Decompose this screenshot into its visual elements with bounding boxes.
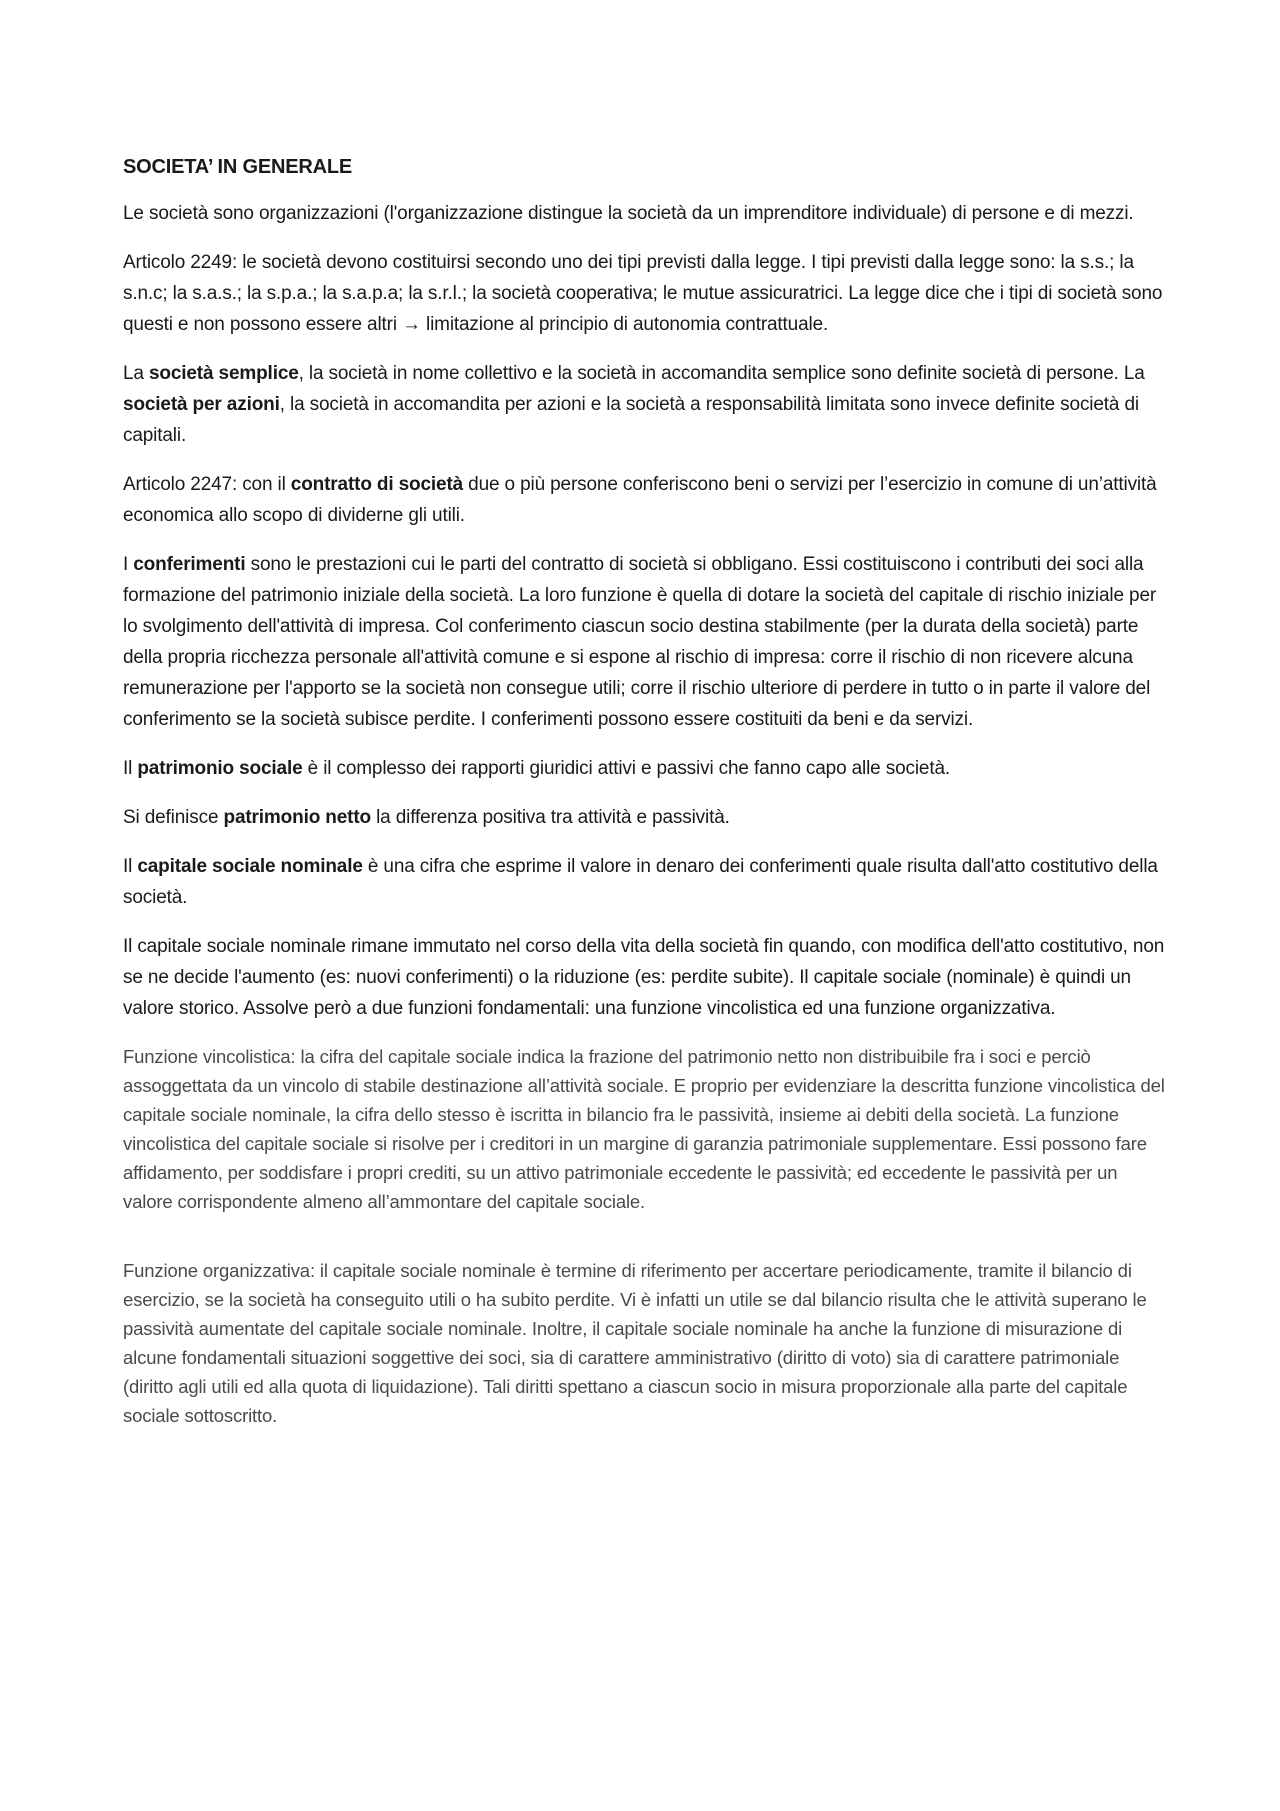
text-run: , la società in nome collettivo e la società in accomandita semplice sono definite società di persone. La	[298, 363, 1145, 384]
text-run: La	[123, 363, 149, 384]
paragraph-patrimonio-sociale	[123, 753, 1168, 784]
text-run: Il	[123, 758, 138, 779]
paragraph-funzione-vincolistica: Funzione vincolistica: la cifra del capitale sociale indica la frazione del patrimonio netto non distribuibile fra i soci e perciò assoggettata da un vincolo di stabile destinazione all’attività sociale. E proprio per evidenziare la descritta funzione vincolistica del capitale sociale nominale, la cifra dello stesso è iscritta in bilancio fra le passività, insieme ai debiti della società. La funzione vincolistica del capitale sociale si risolve per i creditori in un margine di garanzia patrimoniale supplementare. Essi possono fare affidamento, per soddisfare i propri crediti, su un attivo patrimoniale eccedente le passività; ed eccedente le passività per un valore corrispondente almeno all’ammontare del capitale sociale.	[123, 1046, 1165, 1212]
text-run: è il complesso dei rapporti giuridici attivi e passivi che fanno capo alle società.	[302, 758, 950, 779]
term-capitale-sociale-nominale: capitale sociale nominale	[137, 856, 363, 877]
text-run: la differenza positiva tra attività e passività.	[370, 807, 730, 828]
paragraph-funzione-organizzativa: Funzione organizzativa: il capitale sociale nominale è termine di riferimento per accertare periodicamente, tramite il bilancio di esercizio, se la società ha conseguito utili o ha subito perdite. Vi è infatti un utile se dal bilancio risulta che le attività superano le passività aumentate del capitale sociale nominale. Inoltre, il capitale sociale nominale ha anche la funzione di misurazione di alcune fondamentali situazioni soggettive dei soci, sia di carattere amministrativo (diritto di voto) sia di carattere patrimoniale (diritto agli utili ed alla quota di liquidazione). Tali diritti spettano a ciascun socio in misura proporzionale alla parte del capitale sociale sottoscritto.	[123, 1260, 1147, 1426]
text-run: Il	[123, 856, 138, 877]
paragraph-conferimenti	[123, 549, 1168, 735]
paragraph-societa-types	[123, 358, 1168, 451]
term-societa-semplice: società semplice	[148, 363, 299, 384]
paragraph-intro: Le società sono organizzazioni (l'organizzazione distingue la società da un imprenditore individuale) di persone e di mezzi.	[123, 203, 1134, 224]
text-run: , la società in accomandita per azioni e la società a responsabilità limitata sono invece definite società di capitali.	[123, 394, 1139, 446]
term-societa-per-azioni: società per azioni	[123, 394, 280, 415]
paragraph-art-2247	[123, 469, 1168, 531]
text-run: Si definisce	[123, 807, 224, 828]
text-run: è una cifra che esprime il valore in denaro dei conferimenti quale risulta dall'atto costitutivo della società.	[123, 856, 1158, 908]
document-page	[123, 152, 1168, 1448]
term-patrimonio-sociale: patrimonio sociale	[137, 758, 303, 779]
text-run: Articolo 2247: con il	[123, 474, 291, 495]
text-run: sono le prestazioni cui le parti del contratto di società si obbligano. Essi costituiscono i contributi dei soci alla formazione del patrimonio iniziale della società. La loro funzione è quella di dotare la società del capitale di rischio iniziale per lo svolgimento dell'attività di impresa. Col conferimento ciascun socio destina stabilmente (per la durata della società) parte della propria ricchezza personale all'attività comune e si espone al rischio di impresa: corre il rischio di non ricevere alcuna remunerazione per l'apporto se la società non consegue utili; corre il rischio ulteriore di perdere in tutto o in parte il valore del conferimento se la società subisce perdite. I conferimenti possono essere costituiti da beni e da servizi.	[123, 554, 1157, 730]
text-run: due o più persone conferiscono beni o servizi per l’esercizio in comune di un’attività economica allo scopo di dividerne gli utili.	[123, 474, 1157, 526]
paragraph-capitale-immutato: Il capitale sociale nominale rimane immutato nel corso della vita della società fin quando, con modifica dell'atto costitutivo, non se ne decide l'aumento (es: nuovi conferimenti) o la riduzione (es: perdite subite). Il capitale sociale (nominale) è quindi un valore storico. Assolve però a due funzioni fondamentali: una funzione vincolistica ed una funzione organizzativa.	[123, 936, 1165, 1019]
term-contratto-di-societa: contratto di società	[290, 474, 464, 495]
paragraph-patrimonio-netto	[123, 802, 1168, 833]
text-run: I	[123, 554, 134, 575]
term-patrimonio-netto: patrimonio netto	[223, 807, 371, 828]
paragraph-capitale-sociale	[123, 851, 1168, 913]
paragraph-art-2249: Articolo 2249: le società devono costituirsi secondo uno dei tipi previsti dalla legge. I tipi previsti dalla legge sono: la s.s.; la s.n.c; la s.a.s.; la s.p.a.; la s.a.p.a; la s.r.l.; la società cooperativa; le mutue assicuratrici. La legge dice che i tipi di società sono questi e non possono essere altri → limitazione al principio di autonomia contrattuale.	[123, 252, 1163, 335]
page-title: SOCIETA’ IN GENERALE	[123, 156, 352, 178]
term-conferimenti: conferimenti	[133, 554, 246, 575]
